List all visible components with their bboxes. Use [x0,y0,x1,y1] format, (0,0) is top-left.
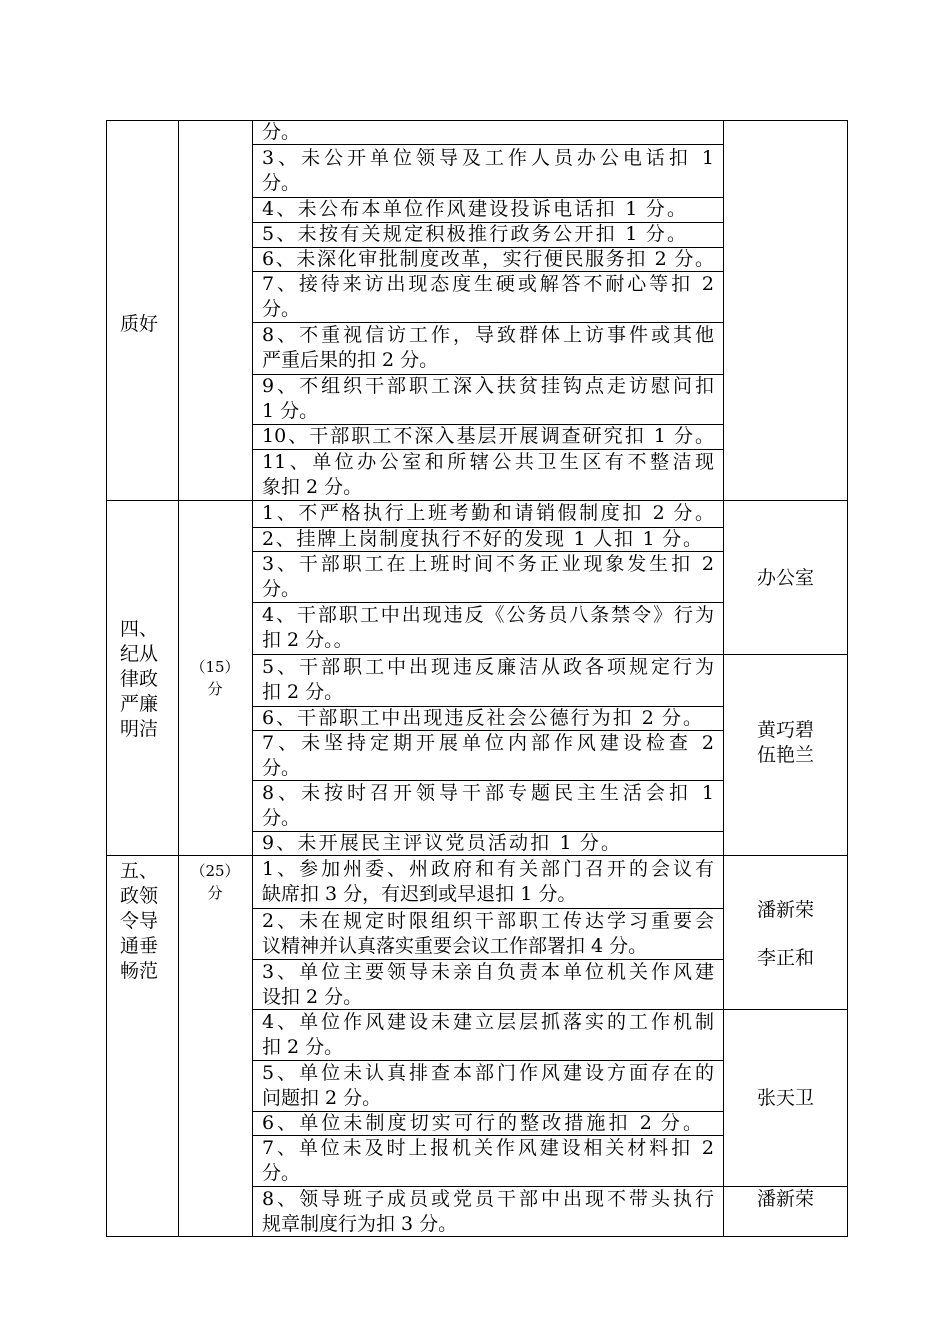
item-line: 4、未公布本单位作风建设投诉电话扣 1 分。 [262,198,686,220]
table-border-right [847,120,848,1237]
item-line: 分。 [262,1162,301,1184]
item-line: 4、单位作风建设未建立层层抓落实的工作机制 [262,1011,714,1033]
item-line: 6、单位未制度切实可行的整改措施扣 2 分。 [262,1112,702,1134]
item-line: 设扣 2 分。 [262,986,363,1008]
item-line: 6、未深化审批制度改革，实行便民服务扣 2 分。 [262,248,714,270]
item-line: 8、不重视信访工作，导致群体上访事件或其他 [262,324,714,346]
responsible-five-c: 潘新荣 [756,1188,814,1210]
col-sep-2 [252,120,253,1237]
table-border-left [106,120,107,1237]
col-sep-3 [723,120,724,1237]
table-border-top [106,120,848,121]
item-line: 5、未按有关规定积极推行政务公开扣 1 分。 [262,223,686,245]
item-line: 6、干部职工中出现违反社会公德行为扣 2 分。 [262,707,702,729]
item-line: 10、干部职工不深入基层开展调查研究扣 1 分。 [262,425,714,447]
item-line: 扣 2 分。 [262,681,344,703]
col-sep-1 [178,120,179,1237]
item-line: 分。 [262,807,301,829]
item-line: 3、单位主要领导未亲自负责本单位机关作风建 [262,961,714,983]
item-line: 7、接待来访出现态度生硬或解答不耐心等扣 2 [262,273,714,295]
item-line: 2、未在规定时限组织干部职工传达学习重要会 [262,910,714,932]
responsible-five-a1: 潘新荣 [756,899,814,921]
responsible-four-b: 黄巧碧 伍艳兰 [756,719,814,766]
item-line: 规章制度行为扣 3 分。 [262,1213,458,1235]
item-line: 缺席扣 3 分，有迟到或早退扣 1 分。 [262,883,577,905]
item-line: 议精神并认真落实重要会议工作部署扣 4 分。 [262,935,648,957]
item-line: 1 分。 [262,400,319,422]
item-line: 4、干部职工中出现违反《公务员八条禁令》行为 [262,604,714,626]
section-quality-label: 质好 [120,313,159,335]
item-line: 11、单位办公室和所辖公共卫生区有不整洁现 [262,451,714,473]
responsible-five-b: 张天卫 [756,1087,814,1109]
item-line: 3、未公开单位领导及工作人员办公电话扣 1 [262,147,714,169]
responsible-office: 办公室 [756,567,814,589]
item-line: 严重后果的扣 2 分。 [262,349,439,371]
item-line: 分。 [262,578,301,600]
section-four-label: 四、 纪从 律政 严廉 明洁 [120,618,159,740]
item-line: 扣 2 分。 [262,1036,344,1058]
item-line: 问题扣 2 分。 [262,1087,382,1109]
item-line: 分。 [262,172,301,194]
item-line: 8、未按时召开领导干部专题民主生活会扣 1 [262,782,714,804]
item-line: 扣 2 分。。 [262,629,353,651]
item-line: 分。 [262,298,301,320]
table-border-bottom [106,1236,848,1237]
item-line: 2、挂牌上岗制度执行不好的发现 1 人扣 1 分。 [262,528,702,550]
item-line: 7、单位未及时上报机关作风建设相关材料扣 2 [262,1137,714,1159]
section-four-score: （15） 分 [190,658,240,698]
responsible-five-a2: 李正和 [756,947,814,969]
item-line: 1、参加州委、州政府和有关部门召开的会议有 [262,858,714,880]
row-sep [252,144,724,145]
section-five-label: 五、 政领 令导 通垂 畅范 [120,860,159,982]
item-line: 5、单位未认真排查本部门作风建设方面存在的 [262,1062,714,1084]
item-line: 分。 [262,757,301,779]
item-line: 分。 [262,121,301,143]
item-line: 7、未坚持定期开展单位内部作风建设检查 2 [262,732,714,754]
item-line: 9、未开展民主评议党员活动扣 1 分。 [262,832,620,854]
item-line: 8、领导班子成员或党员干部中出现不带头执行 [262,1188,714,1210]
item-line: 3、干部职工在上班时间不务正业现象发生扣 2 [262,553,714,575]
item-line: 1、不严格执行上班考勤和请销假制度扣 2 分。 [262,502,714,524]
item-line: 9、不组织干部职工深入扶贫挂钩点走访慰问扣 [262,375,714,397]
item-line: 5、干部职工中出现违反廉洁从政各项规定行为 [262,656,714,678]
section-five-score: （25） 分 [190,862,240,902]
item-line: 象扣 2 分。 [262,476,363,498]
